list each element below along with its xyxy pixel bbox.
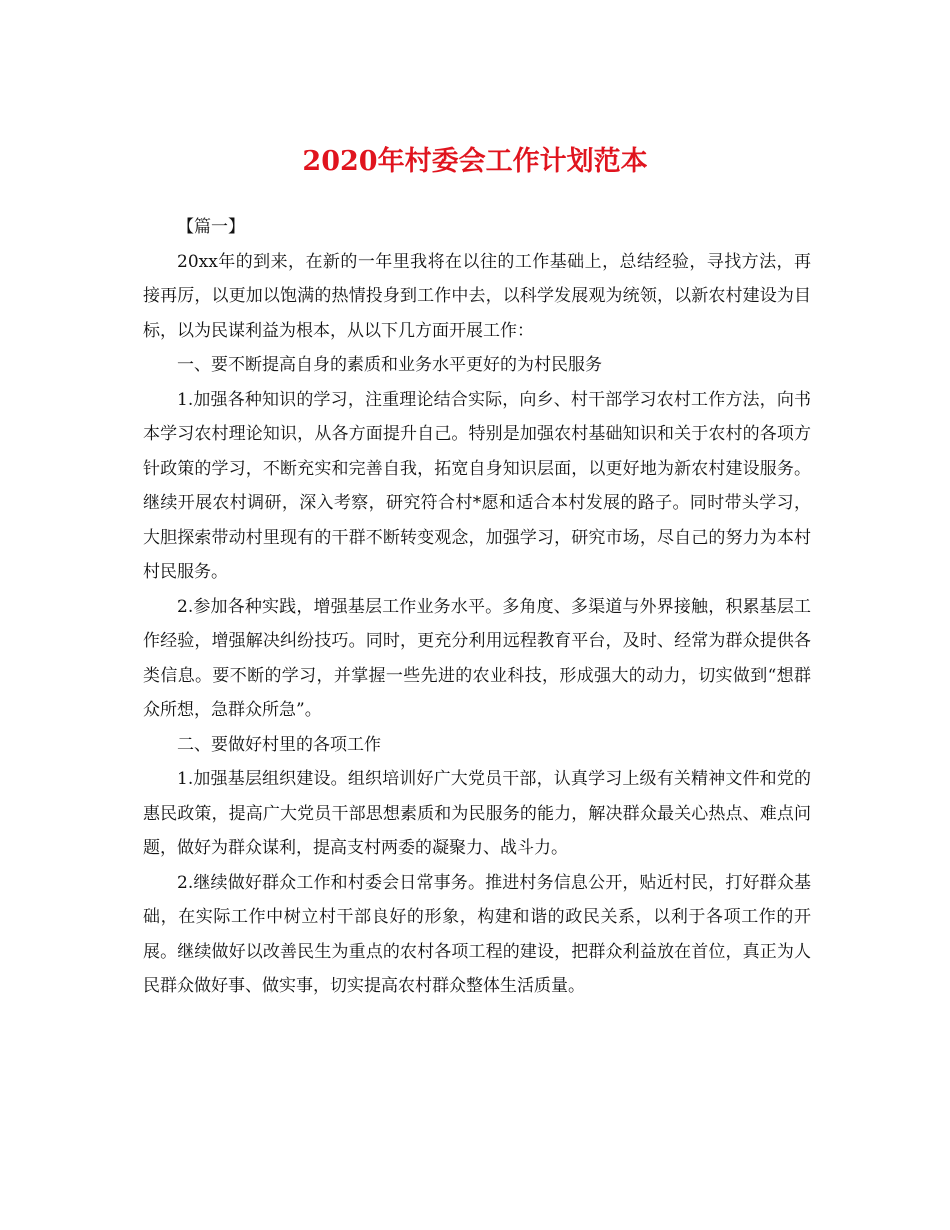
heading-one: 一、要不断提高自身的素质和业务水平更好的为村民服务: [177, 355, 602, 375]
section-label-part-one: 【篇一】: [177, 217, 245, 237]
paragraph-2-2: 2.继续做好群众工作和村委会日常事务。推进村务信息公开，贴近村民，打好群众基础，在实际工作中树立村干部良好的形象，构建和谐的政民关系，以利于各项工作的开展。继续做好以改善民生为重点的农村各项工程的建设，把群众利益放在首位，真正为人民群众做好事、做实事，切实提高农村群众整体生活质量。: [143, 872, 811, 996]
paragraph-1-1: 1.加强各种知识的学习，注重理论结合实际，向乡、村干部学习农村工作方法，向书本学习农村理论知识，从各方面提升自己。特别是加强农村基础知识和关于农村的各项方针政策的学习，不断充实和完善自我，拓宽自身知识层面，以更好地为新农村建设服务。继续开展农村调研，深入考察，研究符合村*愿和适合本村发展的路子。同时带头学习，大胆探索带动村里现有的干群不断转变观念，加强学习，研究市场，尽自己的努力为本村村民服务。: [143, 389, 811, 582]
intro-paragraph: 20xx年的到来，在新的一年里我将在以往的工作基础上，总结经验，寻找方法，再接再厉，以更加以饱满的热情投身到工作中去，以科学发展观为统领，以新农村建设为目标，以为民谋利益为根本，从以下几方面开展工作：: [143, 251, 811, 341]
document-title: 2020年村委会工作计划范本: [302, 146, 648, 177]
paragraph-2-1: 1.加强基层组织建设。组织培训好广大党员干部，认真学习上级有关精神文件和党的惠民政策，提高广大党员干部思想素质和为民服务的能力，解决群众最关心热点、难点问题，做好为群众谋利，提高支村两委的凝聚力、战斗力。: [143, 769, 811, 858]
heading-two: 二、要做好村里的各项工作: [177, 734, 381, 755]
paragraph-1-2: 2.参加各种实践，增强基层工作业务水平。多角度、多渠道与外界接触，积累基层工作经验，增强解决纠纷技巧。同时，更充分利用远程教育平台，及时、经常为群众提供各类信息。要不断的学习，并掌握一些先进的农业科技，形成强大的动力，切实做到“想群众所想，急群众所急”。: [143, 596, 811, 720]
document-body: [143, 210, 811, 1004]
